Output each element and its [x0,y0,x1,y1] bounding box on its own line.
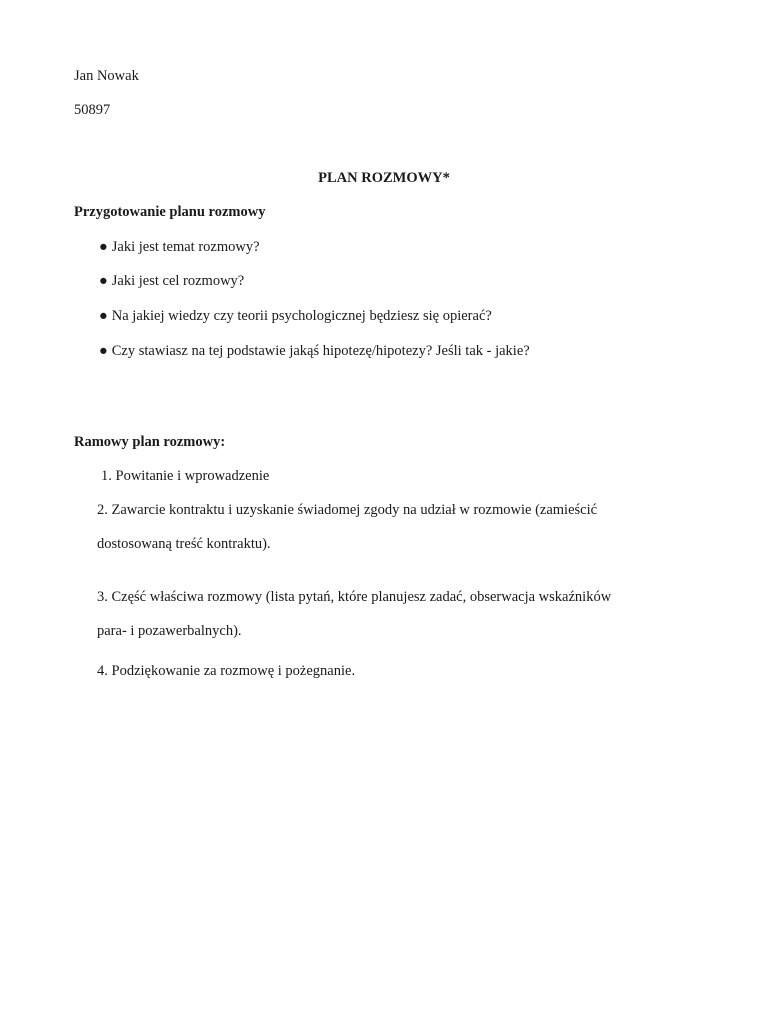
list-item-text: Jaki jest cel rozmowy? [111,273,245,289]
list-item [99,238,260,256]
list-item: 1. Powitanie i wprowadzenie [101,468,270,484]
list-item-text: Na jakiej wiedzy czy teorii psychologicznej będziesz się opierać? [111,308,492,324]
list-item [99,307,492,325]
author-id: 50897 [74,102,111,118]
list-item: 4. Podziękowanie za rozmowę i pożegnanie. [97,663,356,679]
bullet-icon: ● [99,239,108,255]
list-item [99,342,530,360]
list-item [99,272,244,290]
list-item-text: Czy stawiasz na tej podstawie jakąś hipotezę/hipotezy? Jeśli tak - jakie? [111,343,530,359]
list-item-continuation: dostosowaną treść kontraktu). [97,536,271,552]
list-item-text: Jaki jest temat rozmowy? [111,239,260,255]
list-item: 3. Część właściwa rozmowy (lista pytań, które planujesz zadać, obserwacja wskaźników [97,589,612,605]
author-name: Jan Nowak [74,68,139,84]
preparation-heading: Przygotowanie planu rozmowy [74,204,266,220]
bullet-icon: ● [99,343,108,359]
list-item-continuation: para- i pozawerbalnych). [97,623,242,639]
bullet-icon: ● [99,273,108,289]
framework-heading: Ramowy plan rozmowy: [74,434,226,450]
document-title: PLAN ROZMOWY* [318,170,450,186]
bullet-icon: ● [99,308,108,324]
list-item: 2. Zawarcie kontraktu i uzyskanie świadomej zgody na udział w rozmowie (zamieścić [97,502,598,518]
